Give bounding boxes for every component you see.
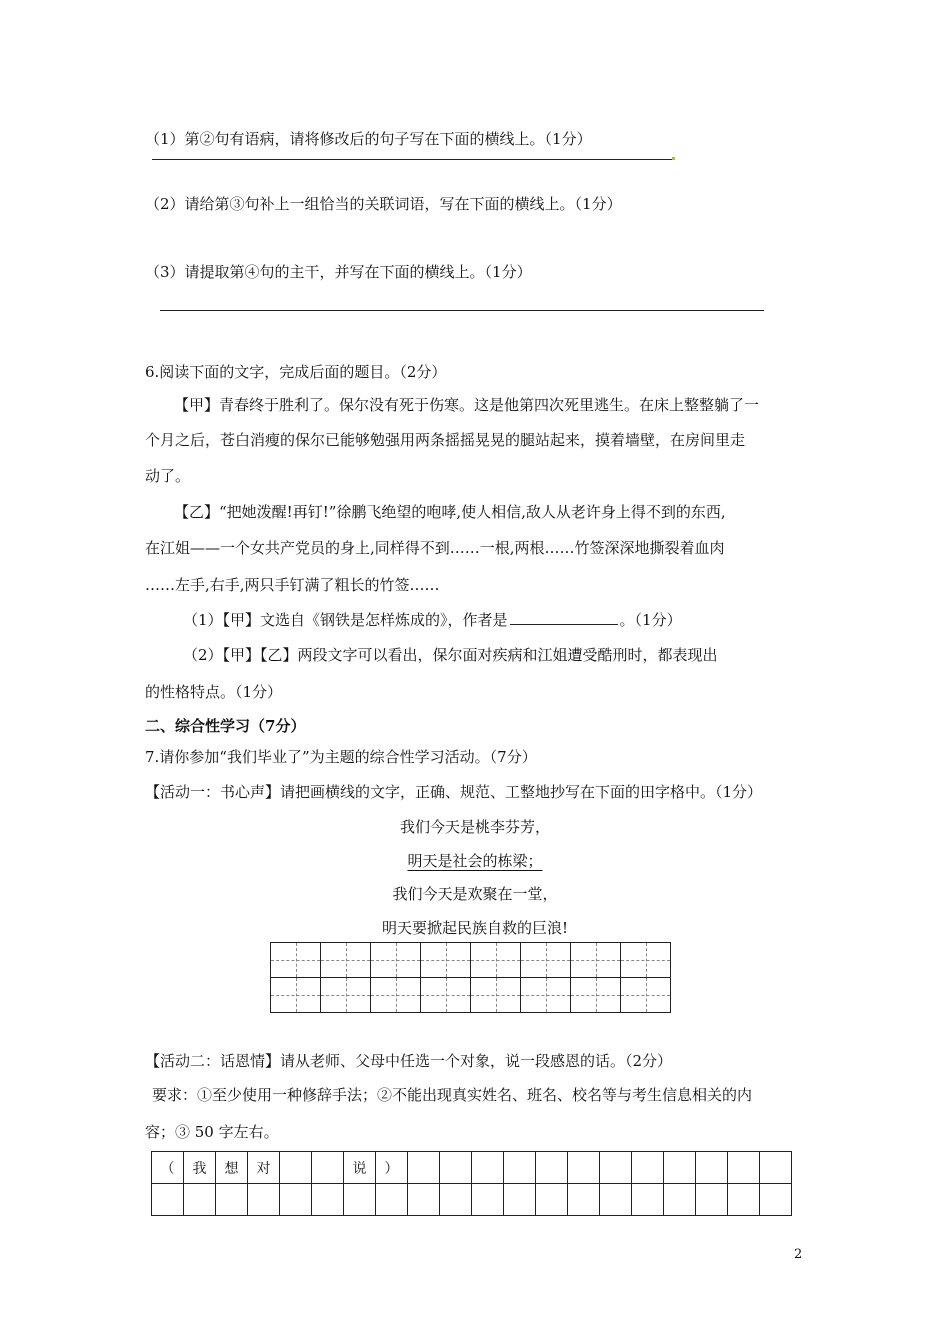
answer-cell[interactable] (536, 1184, 568, 1216)
stray-mark (672, 157, 675, 160)
q5-sub3: （3）请提取第④句的主干，并写在下面的横线上。（1分） (145, 263, 532, 281)
yi-passage-line-3: ……左手,右手,两只手钉满了粗长的竹签…… (145, 576, 440, 594)
answer-cell[interactable] (600, 1184, 632, 1216)
author-blank[interactable] (510, 609, 618, 625)
activity2-instruction: 【活动二：话恩情】请从老师、父母中任选一个对象，说一段感恩的话。（2分） (145, 1052, 673, 1070)
answer-cell[interactable]: 想 (216, 1152, 248, 1184)
answer-line-1[interactable] (152, 159, 672, 160)
answer-grid-row-2 (152, 1184, 792, 1216)
answer-cell[interactable] (600, 1152, 632, 1184)
yi-passage-line-1: 【乙】“把她泼醒!再钉!”徐鹏飞绝望的咆哮,使人相信,敌人从老许身上得不到的东西, (174, 503, 726, 521)
tian-grid-row (271, 978, 671, 1013)
answer-cell[interactable] (632, 1184, 664, 1216)
answer-cell[interactable] (696, 1184, 728, 1216)
requirement-line-2: 容；③ 50 字左右。 (145, 1123, 279, 1141)
tian-cell[interactable] (471, 978, 521, 1013)
answer-cell[interactable] (280, 1184, 312, 1216)
answer-cell[interactable]: 说 (344, 1152, 376, 1184)
tian-grid-row (271, 943, 671, 978)
answer-cell[interactable] (248, 1184, 280, 1216)
answer-cell[interactable] (440, 1184, 472, 1216)
page-number: 2 (794, 1247, 803, 1262)
tian-cell[interactable] (621, 978, 671, 1013)
activity1-instruction: 【活动一：书心声】请把画横线的文字，正确、规范、工整地抄写在下面的田字格中。（1分） (145, 783, 763, 801)
answer-cell[interactable] (728, 1184, 760, 1216)
answer-cell[interactable] (664, 1184, 696, 1216)
answer-cell[interactable] (376, 1184, 408, 1216)
tian-cell[interactable] (321, 978, 371, 1013)
answer-cell[interactable] (632, 1152, 664, 1184)
answer-cell[interactable] (472, 1184, 504, 1216)
tian-cell[interactable] (421, 978, 471, 1013)
jia-passage-line-1: 【甲】青春终于胜利了。保尔没有死于伤寒。这是他第四次死里逃生。在床上整整躺了一 (174, 396, 760, 414)
answer-grid[interactable] (151, 1151, 792, 1216)
answer-cell[interactable] (504, 1152, 536, 1184)
answer-cell[interactable]: ） (376, 1152, 408, 1184)
answer-cell[interactable] (696, 1152, 728, 1184)
q6-sub1 (183, 609, 682, 630)
tian-cell[interactable] (521, 943, 571, 978)
q5-sub2: （2）请给第③句补上一组恰当的关联词语，写在下面的横线上。（1分） (145, 195, 622, 213)
tian-grid[interactable] (270, 942, 671, 1013)
tian-cell[interactable] (571, 943, 621, 978)
answer-cell[interactable]: （ (152, 1152, 184, 1184)
q6-sub1-score: 。（1分） (619, 611, 682, 629)
tian-cell[interactable] (271, 978, 321, 1013)
answer-cell[interactable] (504, 1184, 536, 1216)
answer-cell[interactable] (408, 1184, 440, 1216)
poem-line-3: 我们今天是欢聚在一堂， (392, 885, 558, 903)
answer-cell[interactable] (568, 1152, 600, 1184)
answer-cell[interactable] (408, 1152, 440, 1184)
answer-cell[interactable]: 对 (248, 1152, 280, 1184)
answer-cell[interactable] (344, 1184, 376, 1216)
tian-cell[interactable] (321, 943, 371, 978)
answer-cell[interactable] (472, 1152, 504, 1184)
answer-cell[interactable] (536, 1152, 568, 1184)
tian-cell[interactable] (271, 943, 321, 978)
q5-sub1: （1）第②句有语病，请将修改后的句子写在下面的横线上。（1分） (145, 130, 592, 148)
answer-cell[interactable] (440, 1152, 472, 1184)
q7-prompt: 7.请你参加“我们毕业了”为主题的综合性学习活动。（7分） (145, 748, 537, 766)
section-heading: 二、综合性学习（7分） (145, 717, 306, 735)
answer-cell[interactable]: 我 (184, 1152, 216, 1184)
answer-line-3[interactable] (160, 310, 764, 311)
answer-cell[interactable] (216, 1184, 248, 1216)
answer-cell[interactable] (152, 1184, 184, 1216)
jia-passage-line-2: 个月之后，苍白消瘦的保尔已能够勉强用两条摇摇晃晃的腿站起来，摸着墙壁，在房间里走 (145, 431, 746, 449)
answer-cell[interactable] (184, 1184, 216, 1216)
tian-cell[interactable] (621, 943, 671, 978)
tian-cell[interactable] (521, 978, 571, 1013)
answer-cell[interactable] (568, 1184, 600, 1216)
answer-cell[interactable] (760, 1152, 792, 1184)
tian-cell[interactable] (571, 978, 621, 1013)
requirement-line-1: 要求：①至少使用一种修辞手法；②不能出现真实姓名、班名、校名等与考生信息相关的内 (152, 1086, 753, 1104)
tian-cell[interactable] (371, 978, 421, 1013)
yi-passage-line-2: 在江姐——一个女共产党员的身上,同样得不到……一根,两根……竹签深深地撕裂着血肉 (145, 539, 725, 557)
poem-line-4: 明天要掀起民族自救的巨浪! (381, 919, 569, 937)
poem-line-2: 明天是社会的栋梁； (407, 852, 543, 870)
q6-prompt: 6.阅读下面的文字，完成后面的题目。（2分） (145, 363, 447, 381)
answer-cell[interactable] (760, 1184, 792, 1216)
q6-sub2-line-1: （2）【甲】【乙】两段文字可以看出，保尔面对疾病和江姐遭受酷刑时，都表现出 (183, 646, 718, 664)
tian-cell[interactable] (371, 943, 421, 978)
tian-cell[interactable] (471, 943, 521, 978)
answer-cell[interactable] (312, 1184, 344, 1216)
tian-cell[interactable] (421, 943, 471, 978)
answer-grid-row-1 (152, 1152, 792, 1184)
answer-cell[interactable] (280, 1152, 312, 1184)
answer-cell[interactable] (312, 1152, 344, 1184)
poem-line-2-wrap (0, 850, 950, 871)
answer-cell[interactable] (728, 1152, 760, 1184)
poem-line-1: 我们今天是桃李芬芳， (399, 818, 550, 836)
q6-sub1-text: （1）【甲】文选自《钢铁是怎样炼成的》，作者是 (183, 611, 508, 629)
answer-cell[interactable] (664, 1152, 696, 1184)
q6-sub2-line-2: 的性格特点。（1分） (145, 683, 283, 701)
jia-passage-line-3: 动了。 (145, 467, 191, 485)
